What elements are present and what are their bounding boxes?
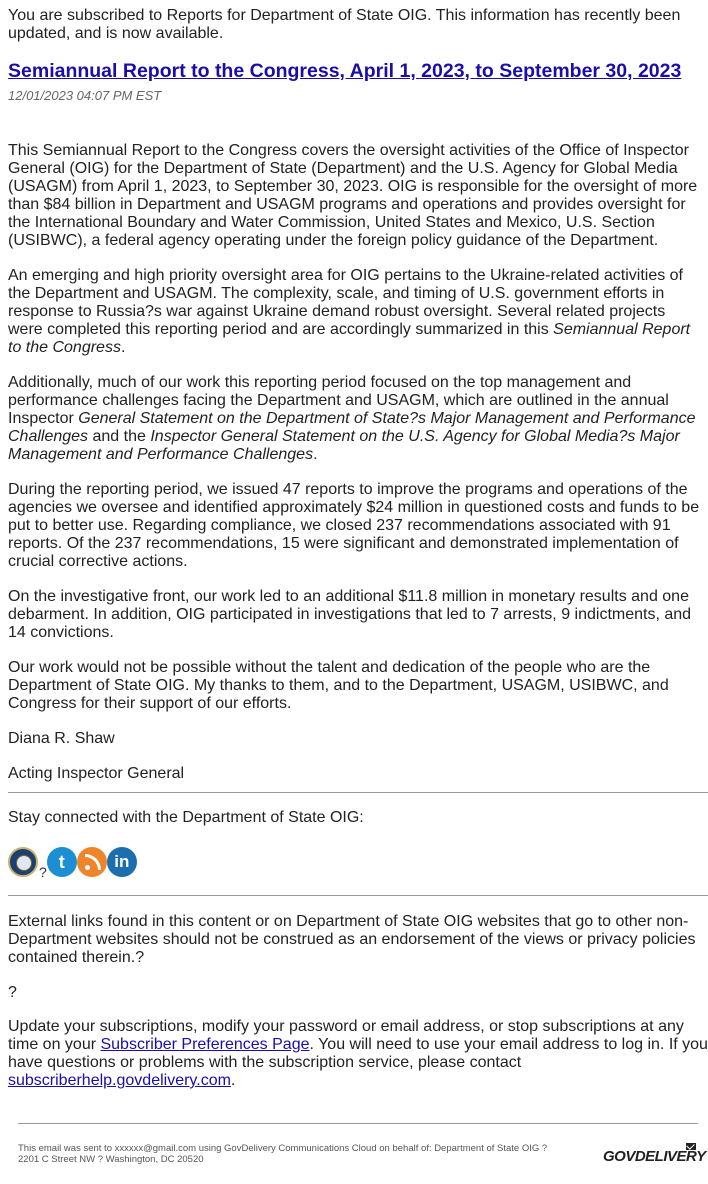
paragraph-reports: During the reporting period, we issued 47 reports to improve the programs and operations of the agencies we oversee and identified approximately $24 million in questioned costs and funds to be put to better use. Regarding compliance, we closed 237 recommendations associated with 91 reports. Of the 237 recommendations, 15 were significant and demonstrated implementation of crucial corrective actions. — [8, 481, 700, 570]
sent-to-line: This email was sent to xxxxxx@gmail.com using GovDelivery Communications Cloud on behalf of: Department of State OIG ? — [18, 1143, 548, 1154]
state-oig-seal-icon[interactable] — [8, 847, 38, 877]
paragraph-thanks: Our work would not be possible without the talent and dedication of the people who are the Department of State OIG. My thanks to them, and to the Department, USAGM, USIBWC, and Congress for their support of our efforts. — [8, 659, 669, 712]
divider — [8, 895, 708, 896]
stay-connected-text: Stay connected with the Department of State OIG: — [8, 809, 364, 826]
footer-info — [18, 1143, 598, 1165]
mailing-address: 2201 C Street NW ? Washington, DC 20520 — [18, 1154, 204, 1165]
paragraph-ukraine: An emerging and high priority oversight area for OIG pertains to the Ukraine-related activities of the Department and USAGM. The complexity, scale, and timing of U.S. government efforts in response to Russia?s war against Ukraine demand robust oversight. Several related projects were completed this reporting period and are accordingly summarized in this Semiannual Report to the Congress. — [8, 267, 691, 356]
subscriber-preferences-link[interactable]: Subscriber Preferences Page — [100, 1036, 310, 1053]
signature-title: Acting Inspector General — [8, 765, 185, 782]
subscription-management-text: Update your subscriptions, modify your password or email address, or stop subscriptions at any time on your Subscriber Preferences Page. You will need to use your email address to log in. If you have questions or problems with the subscription service, please contact subscriberhelp.govdelivery.com. — [8, 1018, 708, 1089]
linkedin-icon[interactable]: in — [107, 847, 137, 877]
subscriber-help-link[interactable]: subscriberhelp.govdelivery.com — [8, 1072, 231, 1089]
report-title — [8, 60, 703, 82]
paragraph-challenges: Additionally, much of our work this reporting period focused on the top management and performance challenges facing the Department and USAGM, which are outlined in the annual Inspector General Statement on the Department of State?s Major Management and Performance Challenges and the Inspector General Statement on the U.S. Agency for Global Media?s Major Management and Performance Challenges. — [8, 374, 696, 463]
signature-name: Diana R. Shaw — [8, 730, 115, 747]
stray-question-mark: ? — [39, 864, 47, 880]
social-links — [8, 845, 137, 880]
divider — [8, 792, 708, 793]
paragraph-overview: This Semiannual Report to the Congress covers the oversight activities of the Office of Inspector General (OIG) for the Department of State (Department) and the U.S. Agency for Global Media (USAGM) from April 1, 2023, to September 30, 2023. OIG is responsible for the oversight of more than $84 billion in Department and USAGM programs and operations and provides oversight for the International Boundary and Water Commission, United States and Mexico, U.S. Section (USIBWC), a federal agency operating under the foreign policy guidance of the Department. — [8, 142, 698, 249]
external-links-disclaimer: External links found in this content or on Department of State OIG websites that go to other non-Department websites should not be construed as an endorsement of the views or privacy policies contained therein.? — [8, 913, 696, 966]
footer-divider — [18, 1123, 698, 1124]
twitter-icon[interactable]: t — [47, 847, 77, 877]
report-body — [8, 142, 700, 800]
report-name-italic: Semiannual Report to the Congress — [8, 321, 691, 356]
subscription-notice: You are subscribed to Reports for Department of State OIG. This information has recently been updated, and is now available. — [8, 7, 681, 42]
rss-icon[interactable] — [77, 847, 107, 877]
govdelivery-logo[interactable]: GOVDELIVERY — [603, 1148, 706, 1165]
report-title-link[interactable]: Semiannual Report to the Congress, April 1, 2023, to September 30, 2023 — [8, 60, 682, 82]
statement-usagm-italic: Inspector General Statement on the U.S. Agency for Global Media?s Major Management and Performance Challenges — [8, 428, 680, 463]
paragraph-investigations: On the investigative front, our work led to an additional $11.8 million in monetary results and one debarment. In addition, OIG participated in investigations that led to 7 arrests, 9 indictments, and 14 convictions. — [8, 588, 692, 641]
publish-date: 12/01/2023 04:07 PM EST — [8, 88, 162, 103]
stray-question-mark: ? — [8, 984, 17, 1001]
statement-dos-italic: General Statement on the Department of State?s Major Management and Performance Challenges — [8, 410, 696, 445]
